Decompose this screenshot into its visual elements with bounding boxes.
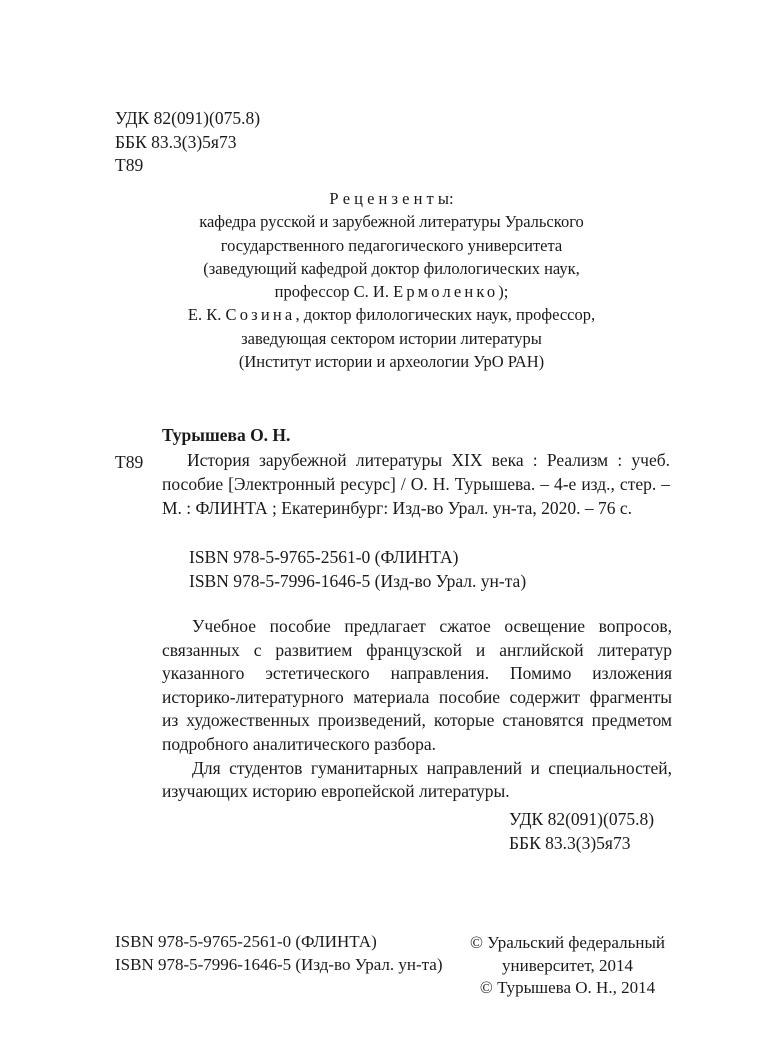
bottom-isbn-list [115,930,443,976]
copyright-line-1: © Уральский федеральный [470,933,665,952]
catalog-isbn-1: ISBN 978-5-9765-2561-0 (ФЛИНТА) [189,547,459,567]
reviewer-line-1: кафедра русской и зарубежной литературы Уральского [199,212,584,232]
udk-code: УДК 82(091)(075.8) [115,108,261,128]
reviewer-line-4 [0,280,783,303]
reviewer-title-text: профессор С. И. [274,282,394,302]
author-mark: Т89 [115,155,144,175]
reviewer-line-5 [0,303,783,326]
annotation [162,615,672,804]
copyright-line-2: университет, 2014 [502,955,633,975]
reviewer-line-3: (заведующий кафедрой доктор филологических наук, [203,258,580,278]
bbk-code: ББК 83.3(3)5я73 [115,131,237,152]
reviewer-line-2: государственного педагогического университета [220,235,563,255]
annotation-paragraph-2: Для студентов гуманитарных направлений и специальностей, изучающих историю европейской литературы. [162,757,672,802]
header-classification-codes [115,107,260,178]
catalog-author: Турышева О. Н. [162,425,291,445]
annotation-paragraph-1: Учебное пособие предлагает сжатое освещение вопросов, связанных с развитием французской и английской литератур указанного эстетического направления. Помимо изложения историко-литературного материала пособие содержит фрагменты из художественных произведений, которые становятся предметом подробного аналитического разбора. [162,616,672,754]
footer-udk-code: УДК 82(091)(075.8) [509,809,655,829]
footer-classification-codes [509,808,654,855]
reviewer-name-sozina: Созина [225,305,296,325]
reviewer-line-6: заведующая сектором истории литературы [241,328,542,348]
bottom-isbn-1: ISBN 978-5-9765-2561-0 (ФЛИНТА) [115,932,377,951]
reviewer-name-ermolenko: Ермоленко [393,282,499,302]
footer-bbk-code: ББК 83.3(3)5я73 [509,832,631,853]
reviewer-line-7: (Институт истории и археологии УрО РАН) [238,352,545,372]
reviewers-block [0,187,783,373]
reviewer-line-4-suffix: ); [498,282,509,302]
reviewers-title: Р е ц е н з е н т ы: [329,189,454,208]
catalog-author-mark: Т89 [115,452,144,472]
catalog-description: История зарубежной литературы XIX века : Реализм : учеб. пособие [Электронный ресурс] / О. Н. Турышева. – 4-е изд., стер. – М. : ФЛИНТА ; Екатеринбург: Изд-во Урал. ун-та, 2020. – 76 с. [162,450,670,518]
copyright-block [450,932,685,1000]
copyright-line-3: © Турышева О. Н., 2014 [479,978,656,997]
bottom-isbn-2: ISBN 978-5-7996-1646-5 (Изд-во Урал. ун-та) [115,955,443,974]
catalog-isbn-list [189,546,526,593]
reviewer-line-5-suffix: , доктор филологических наук, профессор, [295,305,596,325]
reviewer-initials: Е. К. [187,305,226,325]
catalog-isbn-2: ISBN 978-5-7996-1646-5 (Изд-во Урал. ун-та) [189,570,527,591]
